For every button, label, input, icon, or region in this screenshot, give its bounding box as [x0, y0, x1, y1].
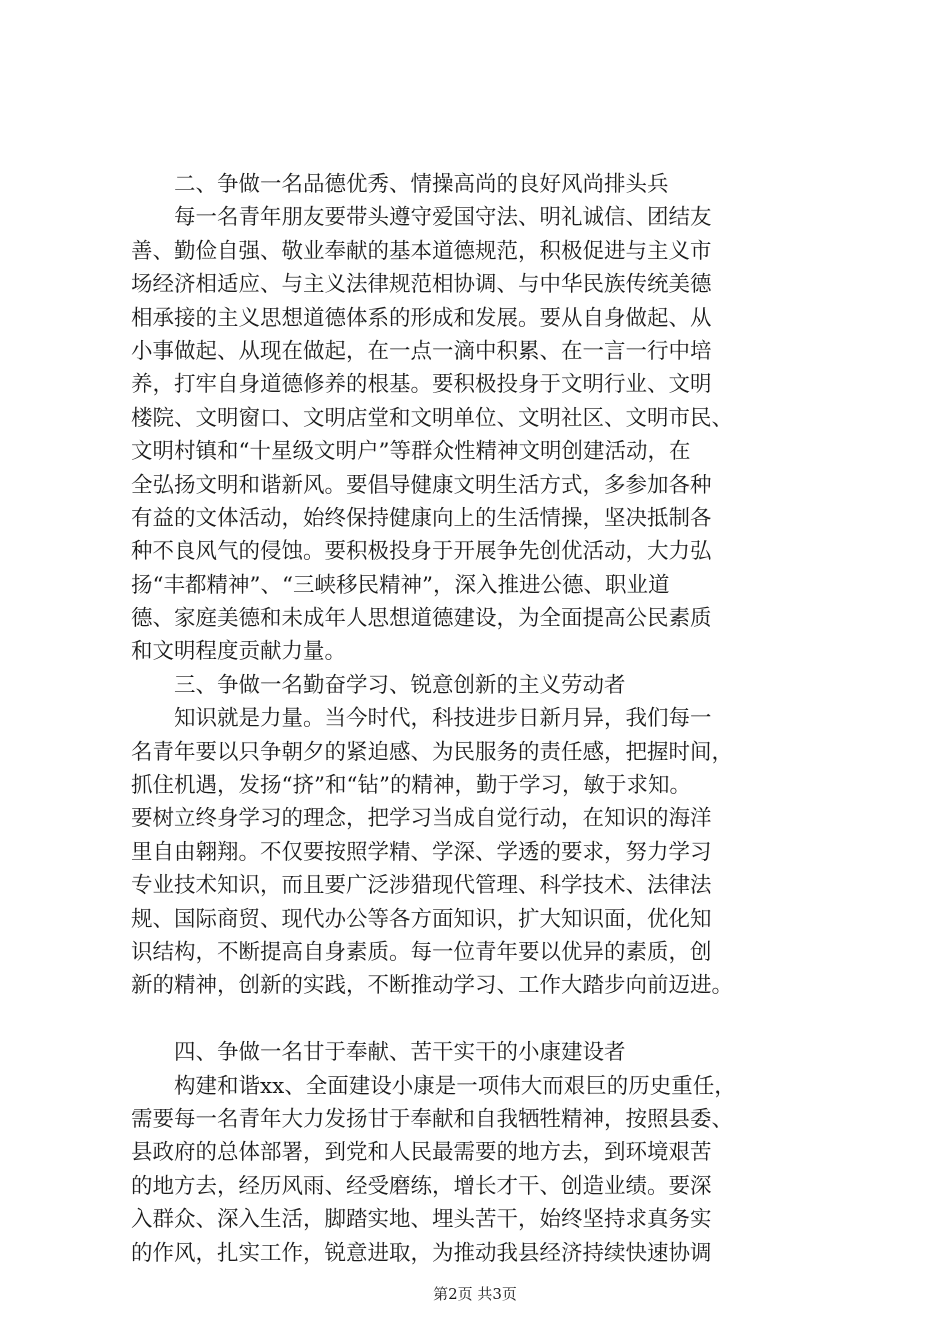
paragraph-line: 德、家庭美德和未成年人思想道德建设，为全面提高公民素质	[131, 606, 712, 632]
paragraph-line: 识结构，不断提高自身素质。每一位青年要以优异的素质，创	[131, 939, 712, 965]
paragraph-line: 名青年要以只争朝夕的紧迫感、为民服务的责任感，把握时间，	[131, 739, 734, 765]
section-heading: 二、争做一名品德优秀、情操高尚的良好风尚排头兵	[174, 172, 669, 197]
paragraph-line: 养，打牢自身道德修养的根基。要积极投身于文明行业、文明	[131, 372, 712, 398]
paragraph-line: 楼院、文明窗口、文明店堂和文明单位、文明社区、文明市民、	[131, 405, 734, 431]
paragraph-line: 里自由翱翔。不仅要按照学精、学深、学透的要求，努力学习	[131, 839, 712, 865]
paragraph-line: 善、勤俭自强、敬业奉献的基本道德规范，积极促进与主义市	[131, 238, 712, 264]
paragraph-line: 县政府的总体部署，到党和人民最需要的地方去，到环境艰苦	[131, 1140, 712, 1166]
paragraph-line: 入群众、深入生活，脚踏实地、埋头苦干，始终坚持求真务实	[131, 1207, 712, 1233]
page-number-label: 第2页 共3页	[433, 1285, 517, 1303]
paragraph-line: 有益的文体活动，始终保持健康向上的生活情操，坚决抵制各	[131, 505, 712, 531]
paragraph-line: 的作风，扎实工作，锐意进取，为推动我县经济持续快速协调	[131, 1240, 712, 1266]
paragraph-line: 每一名青年朋友要带头遵守爱国守法、明礼诚信、团结友	[174, 205, 712, 231]
paragraph-line: 规、国际商贸、现代办公等各方面知识，扩大知识面，优化知	[131, 906, 712, 932]
section-heading: 四、争做一名甘于奉献、苦干实干的小康建设者	[174, 1040, 626, 1066]
paragraph-line: 需要每一名青年大力发扬甘于奉献和自我牺牲精神，按照县委、	[131, 1106, 734, 1132]
paragraph-line: 相承接的主义思想道德体系的形成和发展。要从自身做起、从	[131, 305, 712, 331]
blank-line	[131, 1003, 821, 1036]
paragraph-line: 种不良风气的侵蚀。要积极投身于开展争先创优活动，大力弘	[131, 539, 712, 565]
paragraph-line: 文明村镇和“十星级文明户”等群众性精神文明创建活动，在	[131, 439, 691, 465]
paragraph-line: 的地方去，经历风雨、经受磨练，增长才干、创造业绩。要深	[131, 1173, 712, 1199]
paragraph-line: 构建和谐xx、全面建设小康是一项伟大而艰巨的历史重任，	[174, 1073, 736, 1099]
paragraph-line: 知识就是力量。当今时代，科技进步日新月异，我们每一	[174, 706, 712, 732]
paragraph-line: 扬“丰都精神”、“三峡移民精神”，深入推进公德、职业道	[131, 572, 670, 598]
paragraph-line: 新的精神，创新的实践，不断推动学习、工作大踏步向前迈进。	[131, 973, 734, 999]
document-body	[131, 168, 821, 1270]
paragraph-line: 抓住机遇，发扬“挤”和“钻”的精神，勤于学习，敏于求知。	[131, 773, 691, 799]
section-heading: 三、争做一名勤奋学习、锐意创新的主义劳动者	[174, 672, 626, 698]
paragraph-line: 要树立终身学习的理念，把学习当成自觉行动，在知识的海洋	[131, 806, 712, 832]
page-footer	[0, 1284, 950, 1304]
paragraph-line: 专业技术知识，而且要广泛涉猎现代管理、科学技术、法律法	[131, 873, 712, 899]
paragraph-line: 场经济相适应、与主义法律规范相协调、与中华民族传统美德	[131, 272, 712, 298]
paragraph-line: 全弘扬文明和谐新风。要倡导健康文明生活方式，多参加各种	[131, 472, 712, 498]
paragraph-line: 小事做起、从现在做起，在一点一滴中积累、在一言一行中培	[131, 338, 712, 364]
paragraph-line: 和文明程度贡献力量。	[131, 639, 347, 665]
